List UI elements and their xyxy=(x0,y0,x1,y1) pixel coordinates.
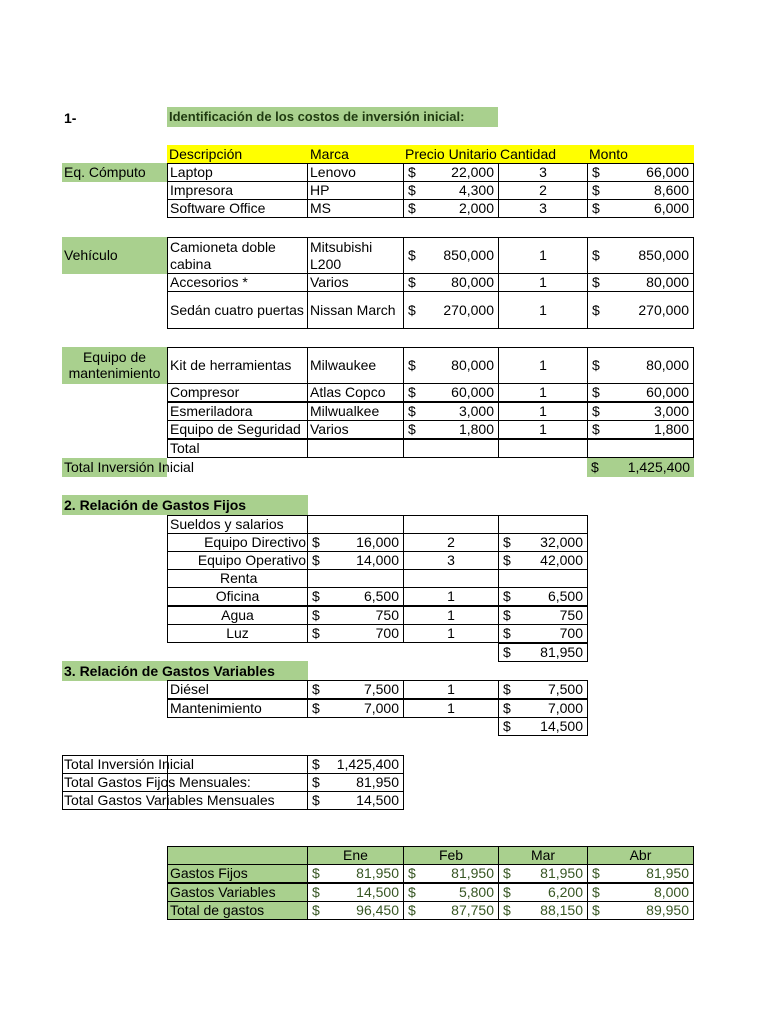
total-label: Total xyxy=(167,439,308,458)
item-unit-price xyxy=(403,199,499,218)
group-label-mantenimiento: Equipo de mantenimiento xyxy=(62,347,167,384)
variable-expense-unit-price xyxy=(307,680,404,699)
total-empty-4 xyxy=(587,439,694,458)
item-brand: Varios xyxy=(307,273,404,292)
amount: 81,950 xyxy=(356,865,399,882)
amount: 7,500 xyxy=(363,681,399,698)
monthly-header-blank xyxy=(167,846,308,865)
currency-sign: $ xyxy=(312,884,320,901)
amount: 1,800 xyxy=(458,421,494,438)
amount: 1,800 xyxy=(653,421,689,438)
expense-amount xyxy=(498,606,588,625)
currency-sign: $ xyxy=(408,274,416,291)
expense-description: Equipo Directivo xyxy=(167,533,308,552)
expense-description: Agua xyxy=(167,606,308,625)
month-header-mar: Mar xyxy=(498,846,588,865)
amount: 6,200 xyxy=(547,884,583,901)
currency-sign: $ xyxy=(312,625,320,642)
monthly-value xyxy=(403,901,499,920)
monthly-row-label: Gastos Fijos xyxy=(167,864,308,883)
monthly-value xyxy=(307,883,404,902)
item-amount xyxy=(587,181,694,200)
variable-expense-description: Mantenimiento xyxy=(167,699,308,718)
currency-sign: $ xyxy=(503,552,511,569)
monthly-value xyxy=(498,901,588,920)
amount: 60,000 xyxy=(451,384,494,401)
currency-sign: $ xyxy=(503,700,511,717)
amount: 14,500 xyxy=(356,884,399,901)
item-quantity: 2 xyxy=(498,181,588,200)
amount: 80,000 xyxy=(451,274,494,291)
item-quantity: 3 xyxy=(498,163,588,182)
expense-description: Oficina xyxy=(167,587,308,606)
group-label-vehiculo: Vehículo xyxy=(62,237,167,274)
item-unit-price xyxy=(403,237,499,274)
expense-quantity: 1 xyxy=(403,606,499,625)
sueldos-empty-2 xyxy=(403,515,499,534)
item-quantity: 1 xyxy=(498,237,588,274)
currency-sign: $ xyxy=(312,681,320,698)
summary-value xyxy=(307,755,404,774)
currency-sign: $ xyxy=(592,182,600,199)
amount: 96,450 xyxy=(356,902,399,919)
currency-sign: $ xyxy=(408,301,416,318)
amount: 80,000 xyxy=(451,357,494,374)
item-unit-price xyxy=(403,420,499,439)
currency-sign: $ xyxy=(408,421,416,438)
expense-unit-price xyxy=(307,587,404,606)
summary-label: Total Gastos Variables Mensuales xyxy=(64,792,275,809)
section2-title: 2. Relación de Gastos Fijos xyxy=(62,495,308,515)
item-description: Compresor xyxy=(167,383,308,402)
currency-sign: $ xyxy=(312,607,320,624)
expense-amount xyxy=(498,569,588,588)
currency-sign: $ xyxy=(503,644,511,661)
item-quantity: 3 xyxy=(498,199,588,218)
monthly-value xyxy=(307,864,404,883)
currency-sign: $ xyxy=(503,865,511,882)
amount: 3,000 xyxy=(653,403,689,420)
amount: 81,950 xyxy=(646,865,689,882)
currency-sign: $ xyxy=(592,865,600,882)
amount: 80,000 xyxy=(646,274,689,291)
currency-sign: $ xyxy=(503,588,511,605)
monthly-value xyxy=(498,864,588,883)
amount: 5,800 xyxy=(458,884,494,901)
item-amount xyxy=(587,420,694,439)
sueldos-empty-1 xyxy=(307,515,404,534)
total-inversion-value xyxy=(587,458,694,477)
currency-sign: $ xyxy=(408,200,416,217)
expense-description: Renta xyxy=(167,569,308,588)
currency-sign: $ xyxy=(503,607,511,624)
item-description: Kit de herramientas xyxy=(167,347,308,384)
summary-label: Total Inversión Inicial xyxy=(64,756,194,773)
currency-sign: $ xyxy=(592,357,600,374)
currency-sign: $ xyxy=(503,534,511,551)
group-label-eq-computo: Eq. Cómputo xyxy=(62,163,167,182)
currency-sign: $ xyxy=(408,902,416,919)
currency-sign: $ xyxy=(592,384,600,401)
expense-description: Equipo Operativo xyxy=(167,551,308,570)
currency-sign: $ xyxy=(592,274,600,291)
currency-sign: $ xyxy=(503,902,511,919)
currency-sign: $ xyxy=(312,865,320,882)
amount: 6,500 xyxy=(547,588,583,605)
amount: 8,600 xyxy=(653,182,689,199)
expense-unit-price xyxy=(307,551,404,570)
amount: 42,000 xyxy=(540,552,583,569)
item-unit-price xyxy=(403,347,499,384)
amount: 88,150 xyxy=(540,902,583,919)
item-description: Equipo de Seguridad xyxy=(167,420,308,439)
amount: 81,950 xyxy=(451,865,494,882)
item-quantity: 1 xyxy=(498,273,588,292)
currency-sign: $ xyxy=(408,182,416,199)
header-precio: Precio Unitario xyxy=(405,145,497,162)
item-amount xyxy=(587,291,694,329)
amount: 270,000 xyxy=(443,301,494,318)
expense-quantity: 1 xyxy=(403,624,499,643)
item-amount xyxy=(587,273,694,292)
currency-sign: $ xyxy=(408,164,416,181)
item-description: Sedán cuatro puertas xyxy=(167,291,308,329)
currency-sign: $ xyxy=(592,884,600,901)
sueldos-empty-3 xyxy=(498,515,588,534)
amount: 850,000 xyxy=(638,247,689,264)
total-inversion-label: Total Inversión Inicial xyxy=(64,459,194,476)
variable-expense-quantity: 1 xyxy=(403,680,499,699)
amount: 81,950 xyxy=(540,865,583,882)
amount: 700 xyxy=(375,625,399,642)
amount: 32,000 xyxy=(540,534,583,551)
currency-sign: $ xyxy=(592,421,600,438)
monthly-value xyxy=(587,901,694,920)
item-quantity: 1 xyxy=(498,291,588,329)
month-header-abr: Abr xyxy=(587,846,694,865)
amount: 81,950 xyxy=(356,774,399,791)
currency-sign: $ xyxy=(408,403,416,420)
amount: 87,750 xyxy=(451,902,494,919)
currency-sign: $ xyxy=(503,884,511,901)
expense-unit-price xyxy=(307,569,404,588)
expense-amount xyxy=(498,533,588,552)
amount: 1,425,400 xyxy=(336,756,399,773)
monthly-row-label: Total de gastos xyxy=(167,901,308,920)
item-description: Esmeriladora xyxy=(167,402,308,421)
currency-sign: $ xyxy=(312,756,320,773)
amount: 750 xyxy=(559,607,583,624)
currency-sign: $ xyxy=(503,681,511,698)
summary-value xyxy=(307,773,404,792)
monthly-value xyxy=(498,883,588,902)
summary-label: Total Gastos Fijos Mensuales: xyxy=(64,774,251,791)
currency-sign: $ xyxy=(312,774,320,791)
expense-quantity xyxy=(403,569,499,588)
currency-sign: $ xyxy=(408,884,416,901)
monthly-value xyxy=(403,883,499,902)
item-brand: Milwualkee xyxy=(307,402,404,421)
item-amount xyxy=(587,402,694,421)
sueldos-label: Sueldos y salarios xyxy=(167,515,308,534)
amount: 14,000 xyxy=(356,552,399,569)
amount: 7,000 xyxy=(547,700,583,717)
monthly-value xyxy=(587,883,694,902)
expense-amount xyxy=(498,587,588,606)
amount: 8,000 xyxy=(653,884,689,901)
item-amount xyxy=(587,163,694,182)
currency-sign: $ xyxy=(592,164,600,181)
currency-sign: $ xyxy=(312,902,320,919)
item-description: Accesorios * xyxy=(167,273,308,292)
amount: 6,000 xyxy=(653,200,689,217)
monthly-value xyxy=(587,864,694,883)
header-cantidad: Cantidad xyxy=(500,145,557,162)
item-description: Impresora xyxy=(167,181,308,200)
total-inversion-amount: 1,425,400 xyxy=(627,459,690,476)
variable-expense-amount xyxy=(498,699,588,718)
currency-sign: $ xyxy=(312,792,320,809)
item-unit-price xyxy=(403,273,499,292)
amount: 2,000 xyxy=(458,200,494,217)
summary-value xyxy=(307,791,404,810)
section-number: 1- xyxy=(64,110,77,126)
expense-amount xyxy=(498,624,588,643)
amount: 80,000 xyxy=(646,357,689,374)
expense-unit-price xyxy=(307,533,404,552)
amount: 700 xyxy=(559,625,583,642)
total-empty-2 xyxy=(403,439,499,458)
item-unit-price xyxy=(403,163,499,182)
amount: 850,000 xyxy=(443,247,494,264)
section3-title: 3. Relación de Gastos Variables xyxy=(62,661,308,681)
total-empty-1 xyxy=(307,439,404,458)
item-brand: Milwaukee xyxy=(307,347,404,384)
item-unit-price xyxy=(403,402,499,421)
item-quantity: 1 xyxy=(498,383,588,402)
gastos-variables-total xyxy=(498,717,588,736)
item-brand: Lenovo xyxy=(307,163,404,182)
expense-quantity: 1 xyxy=(403,587,499,606)
month-header-feb: Feb xyxy=(403,846,499,865)
expense-unit-price xyxy=(307,606,404,625)
item-brand: Varios xyxy=(307,420,404,439)
currency-sign: $ xyxy=(312,552,320,569)
amount: 7,000 xyxy=(363,700,399,717)
amount: 270,000 xyxy=(638,301,689,318)
variable-expense-quantity: 1 xyxy=(403,699,499,718)
currency-sign: $ xyxy=(592,301,600,318)
gastos-fijos-total-amount: 81,950 xyxy=(540,644,583,661)
item-brand: Nissan March xyxy=(307,291,404,329)
currency-sign: $ xyxy=(592,200,600,217)
amount: 7,500 xyxy=(547,681,583,698)
item-brand: MS xyxy=(307,199,404,218)
amount: 60,000 xyxy=(646,384,689,401)
item-amount xyxy=(587,383,694,402)
currency-sign: $ xyxy=(592,403,600,420)
total-empty-3 xyxy=(498,439,588,458)
month-header-ene: Ene xyxy=(307,846,404,865)
expense-unit-price xyxy=(307,624,404,643)
currency-sign: $ xyxy=(503,718,511,735)
currency-sign: $ xyxy=(591,459,599,476)
header-descripcion: Descripción xyxy=(169,145,243,162)
section1-title: Identificación de los costos de inversión inicial: xyxy=(167,107,498,127)
header-monto: Monto xyxy=(589,145,628,162)
currency-sign: $ xyxy=(503,625,511,642)
expense-quantity: 2 xyxy=(403,533,499,552)
currency-sign: $ xyxy=(312,588,320,605)
item-amount xyxy=(587,199,694,218)
item-amount xyxy=(587,347,694,384)
currency-sign: $ xyxy=(408,247,416,264)
item-description: Camioneta doble cabina xyxy=(167,237,308,274)
amount: 3,000 xyxy=(458,403,494,420)
amount: 750 xyxy=(375,607,399,624)
amount: 22,000 xyxy=(451,164,494,181)
amount: 14,500 xyxy=(356,792,399,809)
item-description: Laptop xyxy=(167,163,308,182)
amount: 89,950 xyxy=(646,902,689,919)
item-quantity: 1 xyxy=(498,347,588,384)
expense-quantity: 3 xyxy=(403,551,499,570)
item-brand: Atlas Copco xyxy=(307,383,404,402)
expense-description: Luz xyxy=(167,624,308,643)
gastos-variables-total-amount: 14,500 xyxy=(540,718,583,735)
variable-expense-description: Diésel xyxy=(167,680,308,699)
item-description: Software Office xyxy=(167,199,308,218)
monthly-row-label: Gastos Variables xyxy=(167,883,308,902)
expense-amount xyxy=(498,551,588,570)
variable-expense-amount xyxy=(498,680,588,699)
item-brand: Mitsubishi L200 xyxy=(307,237,404,274)
item-unit-price xyxy=(403,181,499,200)
item-quantity: 1 xyxy=(498,420,588,439)
currency-sign: $ xyxy=(312,700,320,717)
monthly-value xyxy=(403,864,499,883)
currency-sign: $ xyxy=(312,534,320,551)
gastos-fijos-total xyxy=(498,643,588,662)
item-unit-price xyxy=(403,383,499,402)
header-marca: Marca xyxy=(310,145,349,162)
amount: 6,500 xyxy=(363,588,399,605)
item-amount xyxy=(587,237,694,274)
currency-sign: $ xyxy=(408,357,416,374)
item-unit-price xyxy=(403,291,499,329)
item-brand: HP xyxy=(307,181,404,200)
currency-sign: $ xyxy=(408,865,416,882)
amount: 4,300 xyxy=(458,182,494,199)
variable-expense-unit-price xyxy=(307,699,404,718)
amount: 16,000 xyxy=(356,534,399,551)
currency-sign: $ xyxy=(592,247,600,264)
amount: 66,000 xyxy=(646,164,689,181)
item-quantity: 1 xyxy=(498,402,588,421)
currency-sign: $ xyxy=(592,902,600,919)
monthly-value xyxy=(307,901,404,920)
currency-sign: $ xyxy=(408,384,416,401)
